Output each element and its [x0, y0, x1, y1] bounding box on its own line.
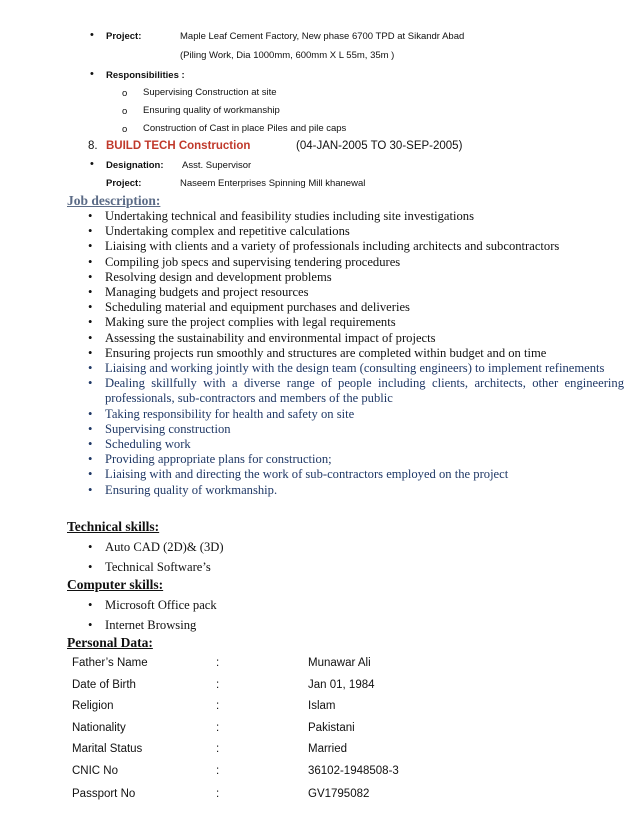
designation-value: Asst. Supervisor: [182, 160, 252, 171]
technical-skills-list: [88, 538, 224, 577]
field-separator: :: [216, 722, 220, 734]
field-label: CNIC No: [72, 765, 119, 777]
field-separator: :: [216, 657, 220, 669]
field-value: Islam: [308, 700, 336, 712]
field-value: GV1795082: [308, 788, 370, 800]
list-item: • Taking responsibility for health and safety on site: [88, 407, 624, 422]
field-value: Munawar Ali: [308, 657, 371, 669]
list-item: • Liaising and working jointly with the design team (consulting engineers) to implement refinements: [88, 361, 624, 376]
entry-project-value: Naseem Enterprises Spinning Mill khanewal: [180, 178, 366, 189]
field-separator: :: [216, 743, 220, 755]
list-item: • Assessing the sustainability and environmental impact of projects: [88, 331, 624, 346]
list-item: • Scheduling material and equipment purchases and deliveries: [88, 300, 624, 315]
bullet-icon: •: [90, 158, 94, 170]
list-item: • Providing appropriate plans for construction;: [88, 452, 624, 467]
employment-dates: (04-JAN-2005 TO 30-SEP-2005): [296, 140, 463, 152]
list-item: • Liaising with and directing the work of sub-contractors employed on the project: [88, 467, 624, 482]
sub-bullet-icon: o: [122, 124, 128, 135]
entry-number: 8.: [88, 140, 98, 152]
job-description-list: [88, 209, 624, 498]
field-separator: :: [216, 765, 220, 777]
list-item: • Ensuring quality of workmanship.: [88, 483, 624, 498]
field-value: 36102-1948508-3: [308, 765, 399, 777]
list-item: • Undertaking complex and repetitive calculations: [88, 224, 624, 239]
project-line-1: Maple Leaf Cement Factory, New phase 6700 TPD at Sikandr Abad: [180, 31, 465, 42]
computer-skills-heading: Computer skills:: [67, 577, 164, 592]
list-item: • Undertaking technical and feasibility studies including site investigations: [88, 209, 624, 224]
list-item: • Auto CAD (2D)& (3D): [88, 538, 224, 558]
responsibility-item: Ensuring quality of workmanship: [143, 105, 280, 116]
field-separator: :: [216, 788, 220, 800]
list-item: • Liaising with clients and a variety of professionals including architects and subcontractors: [88, 239, 624, 254]
list-item: • Microsoft Office pack: [88, 596, 217, 616]
list-item: • Dealing skillfully with a diverse range of people including clients, architects, other engineering professionals, sub-contractors and members of the public: [88, 376, 624, 406]
bullet-icon: •: [90, 68, 94, 80]
list-item: • Scheduling work: [88, 437, 624, 452]
field-label: Date of Birth: [72, 679, 136, 691]
field-value: Jan 01, 1984: [308, 679, 375, 691]
designation-label: Designation:: [106, 160, 164, 171]
technical-skills-heading: Technical skills:: [67, 519, 160, 534]
field-value: Married: [308, 743, 347, 755]
field-separator: :: [216, 700, 220, 712]
list-item: • Making sure the project complies with legal requirements: [88, 315, 624, 330]
field-value: Pakistani: [308, 722, 355, 734]
list-item: • Technical Software’s: [88, 558, 224, 578]
project-label: Project:: [106, 31, 142, 42]
list-item: • Internet Browsing: [88, 616, 217, 636]
field-label: Marital Status: [72, 743, 143, 755]
bullet-icon: •: [90, 29, 94, 41]
field-label: Father’s Name: [72, 657, 148, 669]
entry-project-label: Project:: [106, 178, 142, 189]
responsibility-item: Construction of Cast in place Piles and pile caps: [143, 123, 347, 134]
field-label: Religion: [72, 700, 114, 712]
computer-skills-list: [88, 596, 217, 635]
field-label: Passport No: [72, 788, 136, 800]
personal-data-heading: Personal Data:: [67, 635, 153, 650]
field-separator: :: [216, 679, 220, 691]
project-line-2: (Piling Work, Dia 1000mm, 600mm X L 55m, 35m ): [180, 50, 395, 61]
responsibility-item: Supervising Construction at site: [143, 87, 277, 98]
field-label: Nationality: [72, 722, 126, 734]
job-description-heading: Job description:: [67, 193, 161, 208]
list-item: • Compiling job specs and supervising tendering procedures: [88, 255, 624, 270]
list-item: • Managing budgets and project resources: [88, 285, 624, 300]
list-item: • Resolving design and development problems: [88, 270, 624, 285]
responsibilities-label: Responsibilities :: [106, 70, 185, 81]
list-item: • Ensuring projects run smoothly and structures are completed within budget and on time: [88, 346, 624, 361]
company-name: BUILD TECH Construction: [106, 140, 251, 152]
list-item: • Supervising construction: [88, 422, 624, 437]
sub-bullet-icon: o: [122, 88, 128, 99]
sub-bullet-icon: o: [122, 106, 128, 117]
